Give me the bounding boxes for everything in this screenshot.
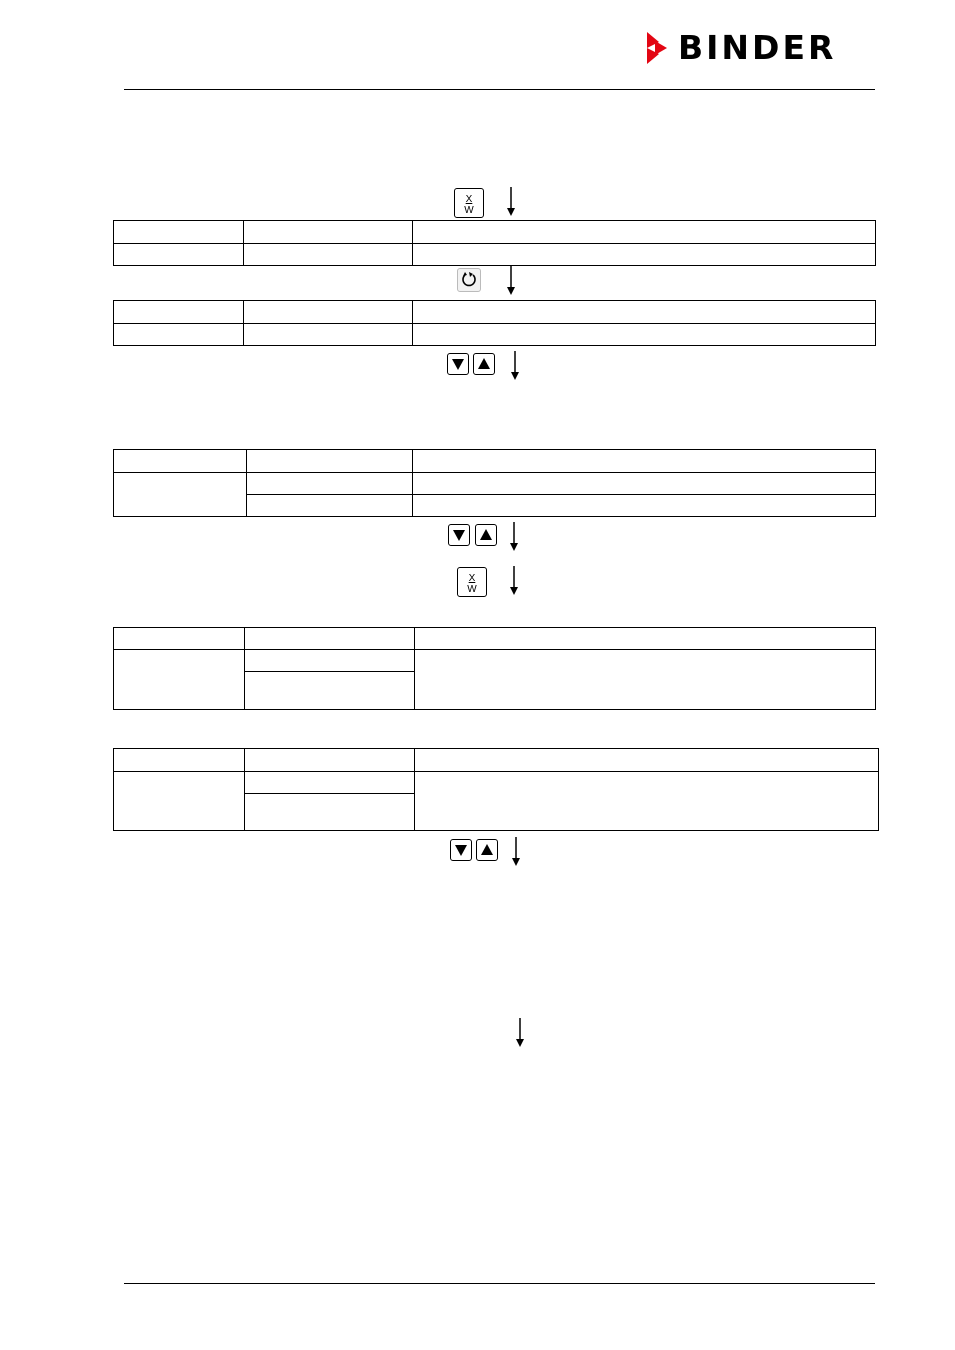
table-1: [113, 220, 876, 266]
up-key-icon[interactable]: [473, 353, 495, 375]
arrow-down-icon: [510, 351, 520, 381]
down-key-icon[interactable]: [448, 524, 470, 546]
table-row: [114, 301, 876, 324]
table-row: [114, 650, 876, 672]
header-rule: [124, 89, 875, 90]
table-row: [114, 221, 876, 244]
xw-key-w-label: W: [467, 584, 477, 595]
table-5: [113, 748, 879, 831]
footer-rule: [124, 1283, 875, 1284]
xw-key-x-label: X: [465, 194, 473, 205]
table-4: [113, 627, 876, 710]
xw-key-icon[interactable]: [454, 188, 484, 218]
down-key-icon[interactable]: [450, 839, 472, 861]
arrow-down-icon: [509, 522, 519, 552]
table-row: [114, 628, 876, 650]
arrow-down-icon: [509, 566, 519, 596]
up-key-icon[interactable]: [476, 839, 498, 861]
arrow-down-icon: [506, 266, 516, 296]
xw-key-w-label: W: [464, 205, 474, 216]
binder-brand-mark-icon: [645, 28, 673, 68]
table-row: [114, 324, 876, 346]
table-row: [114, 450, 876, 473]
arrow-down-icon: [515, 1018, 525, 1048]
arrow-down-icon: [511, 837, 521, 867]
reset-icon[interactable]: [457, 268, 481, 292]
table-row: [114, 244, 876, 266]
brand-name: BINDER: [678, 28, 837, 67]
down-key-icon[interactable]: [447, 353, 469, 375]
xw-key-icon[interactable]: [457, 567, 487, 597]
table-row: [114, 473, 876, 495]
table-row: [114, 749, 879, 772]
arrow-down-icon: [506, 187, 516, 217]
xw-key-x-label: X: [468, 573, 476, 584]
table-row: [114, 772, 879, 794]
binder-logo: [645, 28, 877, 68]
table-2: [113, 300, 876, 346]
up-key-icon[interactable]: [475, 524, 497, 546]
table-3: [113, 449, 876, 517]
